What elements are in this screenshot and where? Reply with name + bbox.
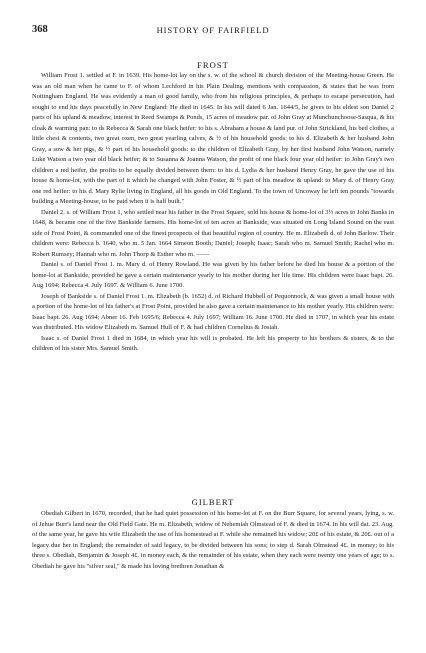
paragraph: William Frost 1. settled at F. in 1639. His home-lot lay on the s. w. of the school & church division of the Meeting-house Green. He was an old man when he came to F. of whom Lechford in his Plain Dealing, mentions with compassion, & states that he was from Nottingham England. He was evidently a man of good family, who from his religious principles, & perhaps to escape persecution, had sought to end his days peacefully in New England: He died in 1645. In his will dated 6 Jan. 1644/5, he gives to his eldest son Daniel 2 parts of his upland & meadow, interest in Reed Swamps & Ponds, 15 acres of meadow par. of John Gray at Munchunchoose-Sasqua, & his cloak & warming pan: to ds Rebecca & Sarah one black heifer: to his s. Abraham a house & land pur. of John Strickland, his bed clothes, a little chest & contents, two great oxen, two great yearling calves, & ½ of his household goods: to his d. Elizabeth & her husband John Gray, a sow & her pigs, & ½ part of his household goods: to the children of Elizabeth Gray, by her first husband John Watson, namely Luke Watson a two year old black heifer; & to Susanna & Joanna Watson, the profit of one black four year old heifer: to John Gray's two children a red heifer, the profits to be equally divided between them: to his d. Lydia & her husband Henry Gray, he gave the use of his house & home-lot, with the part of it which he changed with John Foster, & ½ part of his meadow & upland: to Mary d. of Henry Gray one red heifer: to his d. Mary Rylie living in England, all his goods in Old England. To the town of Uncoway he left ten pounds "towards building a Meeting-house, to be paid when it is half built." [32, 72, 394, 205]
paragraph: Daniel s. of Daniel Frost 1. m. Mary d. of Henry Rowland. He was given by his father before he died his house & a portion of the home-lot at Bankside, provided he gave a certain maintenance yearly to his mother during her life time. His children were Isaac bapt. 26. Aug 1694; Rebecca 4. July 1697. & William 6. June 1700. [32, 261, 394, 289]
paragraph: Daniel 2. s. of William Frost 1, who settled near his father in the Frost Square, sold his house & home-lot of 3½ acres to John Banks in 1648, & became one of the five Bankside farmers. His home-lot of ten acres at Bankside, was situated on Long Island Sound on the east side of Frost Point, & commanded one of the finest prospects of that beautiful region of country. He m. Elizabeth d. of John Barlow. Their children were: Rebecca b. 1640, who m. 5 Jan. 1664 Simeon Booth; Daniel; Joseph; Isaac; Sarah who m. Samuel Smith; Rachel who m. Robert Rumsey; Hannah who m. John Thorp & Esther who m. —— [32, 208, 394, 258]
paragraph: Isaac s. of Daniel Frost 1 died in 1684, in which year his will is probated. He left his property to his brothers & sisters, & to the children of his sister Mrs. Samuel Smith. [32, 334, 394, 352]
running-head: HISTORY OF FAIRFIELD [156, 25, 270, 35]
section-heading-gilbert: GILBERT [191, 497, 235, 507]
page-number: 368 [32, 24, 48, 35]
section-body-frost [32, 71, 394, 355]
section-heading-frost: FROST [197, 60, 229, 70]
paragraph: Joseph of Bankside s. of Daniel Frost 1. m. Elizabeth (b. 1652) d. of Richard Hubbell of Pequonnock, & was given a small house with a portion of the home-lot of his father's at Frost Point, provided he also gave a certain maintenance to his mother yearly. His children were: Isaac bapt. 26. Aug 1694; Abner 16. Feb 1695/6; Rebecca 4. July 1697; William 16. June 1700. He died in 1707, in which year his estate was distributed. His widow Elizabeth m. Samuel Hull of F. & had children Cornelius & Josiah. [32, 292, 394, 331]
paragraph: Obediah Gilbert in 1670, recorded, that he had quiet possession of his home-lot at F. on the Burr Square, for several years, lying, s. w. of Jehue Burr's land near the Old Field Gate. He m. Elizabeth, widow of Nehemiah Olmstead of F. & died in 1674. In his will dat. 23. Aug. of the same year, he gave his wife Elizabeth the use of his homestead at F. while she remained his widow; 20£ of his estate, & 20£. out of a legacy due her in England; the remainder of said legacy, to be divided between his sons; to step d. Sarah Olmstead 4£. in money; to his three s. Obediah, Benjamin & Joseph 4£. in money each, & the remainder of his estate, when they each were twenty one years of age; to s. Obediah he gave his "silver seal," & made his loving brethren Jonathan & [32, 510, 394, 570]
page-header [32, 24, 394, 38]
section-body-gilbert [32, 509, 394, 572]
